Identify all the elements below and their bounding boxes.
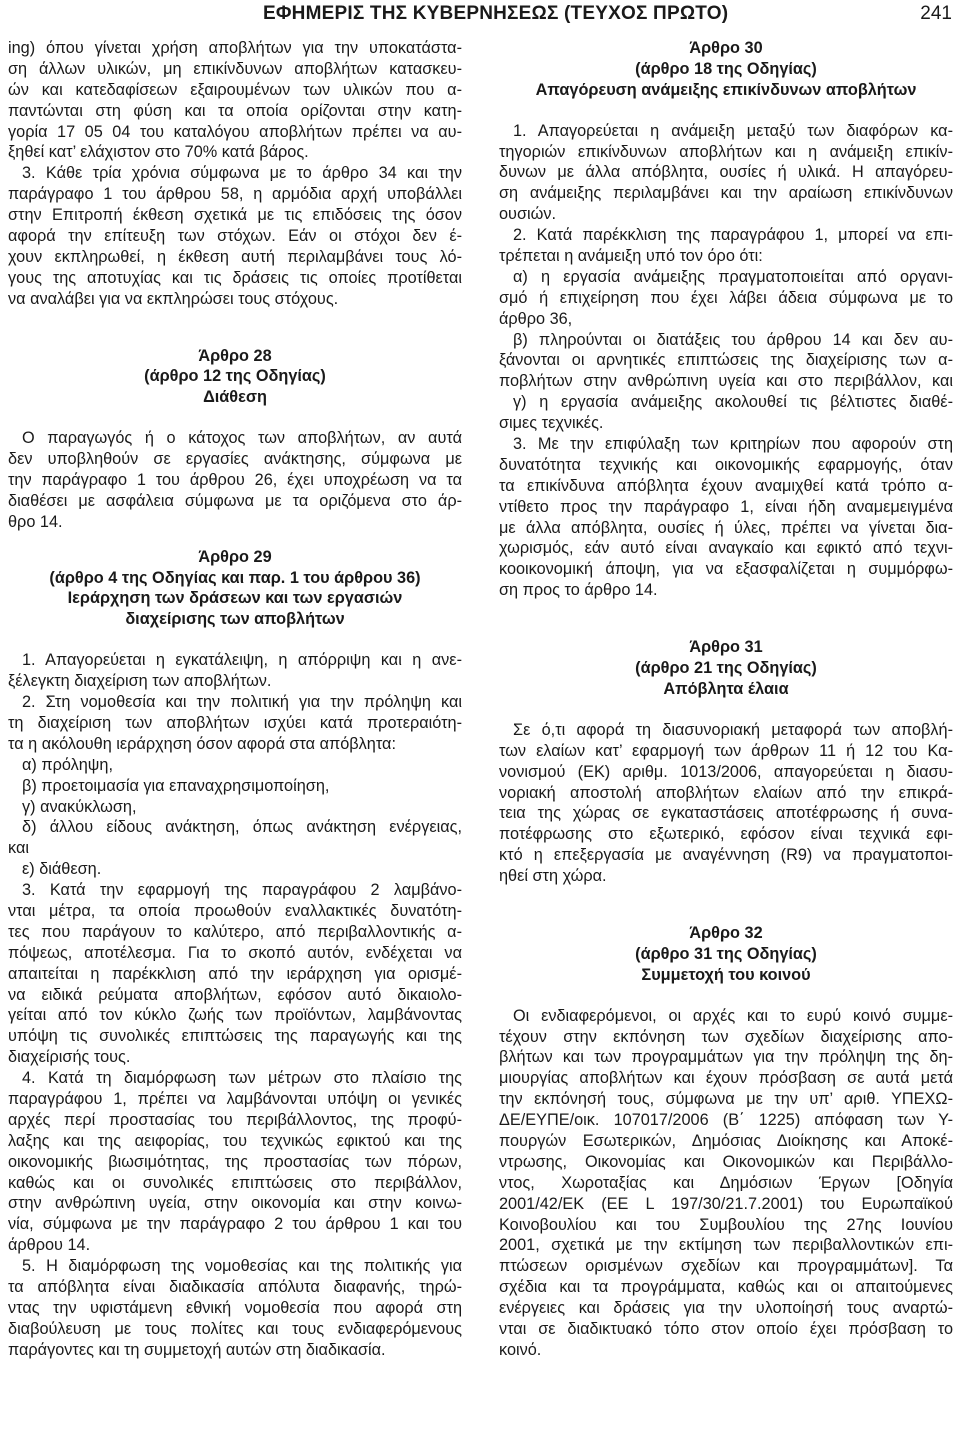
text-line: ση άλλων υλικών, μη επικίνδυνων αποβλήτων κατασκευ-: [8, 59, 462, 78]
text-line: νται μέτρα, τα οποία προωθούν εναλλακτικές δυνατότη-: [8, 901, 462, 920]
text-line: τέχουν στην εκπόνηση των σχεδίων διαχείρισης απο-: [499, 1027, 953, 1046]
text-line: απαιτείται η παρέκκλιση από την ιεράρχηση για ορισμέ-: [8, 964, 462, 983]
text-line: ηθεί στη χώρα.: [499, 867, 607, 886]
text-line: 3. Κάθε τρία χρόνια σύμφωνα με το άρθρο 34 και την: [22, 164, 462, 183]
text-line: τη διαχείριση των αποβλήτων ισχύει κατά προτεραιότη-: [8, 713, 462, 732]
text-line: ντος, Χωροταξίας και Δημόσιων Έργων [Οδηγία: [499, 1173, 953, 1192]
text-line: ουσιών.: [499, 205, 557, 224]
text-line: 3. Με την επιφύλαξη των κριτηρίων που αφορούν στη: [513, 435, 953, 454]
text-line: τα επικίνδυνα απόβλητα έχουν αναμιχθεί κατά τρόπο α-: [499, 476, 953, 495]
article-30: [499, 38, 953, 601]
right-column: [499, 38, 953, 1361]
text-line: ξέλεγκτη διαχείριση των αποβλήτων.: [8, 672, 272, 691]
intro-paragraph: [8, 38, 462, 163]
list-item: ξάνονται οι αρνητικές επιπτώσεις της διαχείρισης των α-: [499, 351, 953, 370]
text-line: παραγράφου 1, πρέπει να λαμβάνονται υπόψη οι γενικές: [8, 1089, 462, 1108]
text-line: 5. Η διαμόρφωση της νομοθεσίας και της πολιτικής για: [22, 1257, 462, 1276]
text-line: στην ανθρώπινη υγεία, στην οικονομία και στην κοινω-: [8, 1194, 462, 1213]
article-subject: Συμμετοχή του κοινού: [641, 965, 811, 984]
article-reference: (άρθρο 4 της Οδηγίας και παρ. 1 του άρθρου 36): [49, 568, 421, 587]
text-line: 2001, σχετικά με την εκτίμηση των περιβαλλοντικών επι-: [499, 1236, 953, 1255]
article-subject: Διάθεση: [203, 388, 267, 407]
text-line: μιουργίας αποβλήτων και έχουν πρόσβαση σε αυτά μετά: [499, 1069, 953, 1088]
text-line: τρέπεται η ανάμειξη υπό τον όρο ότι:: [499, 247, 763, 266]
article-title: Άρθρο 29: [198, 547, 272, 566]
text-line: ντρωσης, Οικονομίας και Οικονομικών και Περιβάλλο-: [499, 1152, 953, 1171]
text-line: αρχές περί προστασίας του περιβάλλοντος, της προφύ-: [8, 1110, 462, 1129]
paragraph-3: [8, 163, 462, 309]
list-item: και: [8, 839, 29, 858]
text-line: νοριακή αποστολή αποβλήτων ελαίων από την επικρά-: [499, 783, 953, 802]
list-item: δ) άλλου είδους ανάκτηση, όπως ανάκτηση ενέργειας,: [22, 818, 462, 837]
text-line: στην Επιτροπή έκθεση σχετικά με τις επιδόσεις της όσον: [8, 206, 462, 225]
text-line: υπόψη τις συνολικές επιπτώσεις της παραγωγής και της: [8, 1027, 462, 1046]
article-reference: (άρθρο 12 της Οδηγίας): [144, 367, 326, 386]
text-line: Σε ό,τι αφορά τη διασυνοριακή μεταφορά των αποβλή-: [513, 720, 953, 739]
text-line: οικονομικής βιωσιμότητας, της προστασίας των πόρων,: [8, 1152, 462, 1171]
text-line: κτό η επεξεργασία με αναγέννηση (R9) να πραγματοποι-: [499, 846, 953, 865]
text-line: ΔΕ/ΕΥΠΕ/οικ. 107017/2006 (Β΄ 1225) απόφαση των Υ-: [499, 1111, 953, 1130]
text-line: καθώς και οι συνολικές επιπτώσεις στο περιβάλλον,: [8, 1173, 462, 1192]
text-line: αφορά την επίτευξη των στόχων. Εάν οι στόχοι δεν έ-: [8, 227, 462, 246]
text-line: ing) όπου γίνεται χρήση αποβλήτων για την υποκατάστα-: [8, 39, 462, 57]
text-line: δεν υποβληθούν σε εργασίες ανάκτησης, σύμφωνα με: [8, 450, 462, 469]
text-line: Ο παραγωγός ή ο κάτοχος των αποβλήτων, αν αυτά: [22, 429, 462, 448]
article-subject: Απόβλητα έλαια: [663, 679, 789, 698]
list-item: σμό ή επιχείρηση που έχει λάβει άδεια σύμφωνα με το: [499, 288, 953, 307]
text-line: με άλλα απόβλητα, ουσίες ή ύλες, πρέπει να γίνεται δια-: [499, 518, 953, 537]
text-line: 1. Απαγορεύεται η εγκατάλειψη, η απόρριψη και η ανε-: [22, 651, 462, 670]
text-line: ντας την υφιστάμενη εθνική νομοθεσία που αφορά στη: [8, 1298, 462, 1317]
text-line: νία, σύμφωνα με την παράγραφο 2 του άρθρου 1 και του: [8, 1215, 462, 1234]
text-line: τα απόβλητα είναι διαδικασία απόλυτα διαφανής, τηρώ-: [8, 1277, 462, 1296]
list-item: ε) διάθεση.: [22, 860, 102, 879]
article-31: [499, 637, 953, 887]
article-subject: Απαγόρευση ανάμειξης επικίνδυνων αποβλήτων: [535, 80, 917, 99]
article-reference: (άρθρο 18 της Οδηγίας): [635, 59, 817, 78]
text-line: δυνων με άλλα απόβλητα, ουσίες ή υλικά. Η απαγόρευ-: [499, 163, 953, 182]
text-line: ποτέφρωσης στο εξωτερικό, εφόσον είναι τεχνικά εφι-: [499, 825, 953, 844]
text-line: διαθέσει με ασφάλεια σύμφωνα με τα οριζόμενα στο άρ-: [8, 491, 462, 510]
text-line: δυνατότητα τεχνικής και οικονομικής εφαρμογής, όταν: [499, 455, 953, 474]
text-line: διαβούλευση με τους πολίτες και τους ενδιαφερόμενους: [8, 1319, 462, 1338]
gazette-title: ΕΦΗΜΕΡΙΣ ΤΗΣ ΚΥΒΕΡΝΗΣΕΩΣ (ΤΕΥΧΟΣ ΠΡΩΤΟ): [263, 3, 729, 24]
text-line: παντώνται στη φύση και τα οποία ορίζονται στην κατη-: [8, 101, 462, 120]
text-line: 2001/42/ΕΚ (ΕΕ L 197/30/21.7.2001) του Ευρωπαϊκού: [499, 1194, 953, 1213]
article-subject: διαχείρισης των αποβλήτων: [125, 610, 345, 629]
text-line: χωρισμός, εάν αυτό είναι αναγκαίο και εφικτό από τεχνι-: [499, 539, 953, 558]
text-line: 1. Απαγορεύεται η ανάμειξη μεταξύ των διαφόρων κα-: [513, 121, 953, 140]
text-line: πτώσεων ορισμένων σχεδίων και προγραμμάτων]. Τα: [499, 1257, 953, 1276]
text-line: νται σε διαδικτυακό τόπο στον οποίο έχει πρόσβαση το: [499, 1319, 953, 1338]
article-reference: (άρθρο 21 της Οδηγίας): [635, 659, 817, 678]
text-line: λαξης και της αειφορίας, του τεχνικώς εφικτού και της: [8, 1131, 462, 1150]
text-line: ενέργειες και δράσεις για την υλοποίησή τους αναρτώ-: [499, 1299, 953, 1318]
text-line: να αναλάβει για να εκπληρώσει τους στόχους.: [8, 289, 339, 308]
text-line: γους της αποτυχίας και τις δράσεις τις οποίες προτίθεται: [8, 268, 462, 287]
page-header: [0, 0, 960, 30]
text-line: σχέδια και τα προγράμματα, καθώς και οι απαιτούμενες: [499, 1278, 953, 1297]
article-title: Άρθρο 31: [689, 638, 763, 657]
text-line: ξηθεί κατ’ ελάχιστον στο 70% κατά βάρος.: [8, 143, 309, 162]
list-item: σιμες τεχνικές.: [499, 414, 604, 433]
text-line: κοινό.: [499, 1340, 542, 1359]
text-line: τες που παράγουν το καλύτερο, από περιβαλλοντικής α-: [8, 922, 462, 941]
text-line: την παράγραφο 1 του άρθρου 26, έχει υποχρέωση να τα: [8, 471, 462, 490]
article-subject: Ιεράρχηση των δράσεων και των εργασιών: [67, 589, 403, 608]
article-32: [499, 923, 953, 1361]
text-line: γορία 17 05 04 του καταλόγου αποβλήτων πρέπει να αυ-: [8, 122, 462, 141]
text-line: παράγοντες και τη συμμετοχή αυτών στη διαδικασία.: [8, 1340, 386, 1359]
text-line: βλήτων και των προγραμμάτων για την πρόληψη της δη-: [499, 1048, 953, 1067]
left-column: [8, 38, 462, 1361]
text-line: άρθρου 14.: [8, 1236, 91, 1255]
text-line: Κοινοβουλίου και του Συμβουλίου της 27ης Ιουνίου: [499, 1215, 953, 1234]
text-line: 2. Κατά παρέκκλιση της παραγράφου 1, μπορεί να επι-: [513, 226, 953, 245]
text-line: πόψεως, αποτέλεσμα. Για το σκοπό αυτόν, ενδέχεται να: [8, 943, 462, 962]
article-28: [8, 346, 462, 533]
text-line: Οι ενδιαφερόμενοι, οι αρχές και το ευρύ κοινό συμμε-: [513, 1006, 953, 1025]
text-line: διαχείρισής τους.: [8, 1048, 131, 1067]
text-line: ση προς το άρθρο 14.: [499, 581, 658, 600]
text-line: ση ανάμειξης περιλαμβάνει και την αραίωση επικίνδυνων: [499, 184, 953, 203]
text-line: ντίθετο προς την παράγραφο 1, είναι ήδη αναμεμειγμένα: [499, 497, 953, 516]
article-title: Άρθρο 30: [689, 39, 763, 57]
text-line: τεια της χώρας σε εγκαταστάσεις αποτέφρωσης ή συνα-: [499, 804, 953, 823]
list-item: γ) ανακύκλωση,: [22, 797, 137, 816]
text-line: 4. Κατά τη διαμόρφωση των μέτρων στο πλαίσιο της: [22, 1069, 462, 1088]
text-line: τα η ακόλουθη ιεράρχηση όσον αφορά στα απόβλητα:: [8, 734, 396, 753]
list-item: α) πρόληψη,: [22, 755, 113, 774]
text-line: 2. Στη νομοθεσία και την πολιτική για την πρόληψη και: [22, 693, 462, 712]
text-line: κοοικονομική άποψη, για να εξασφαλίζεται η συμμόρφω-: [499, 560, 953, 579]
list-item: β) πληρούνται οι διατάξεις του άρθρου 14 και δεν αυ-: [513, 330, 953, 349]
text-line: των ελαίων κατ’ εφαρμογή των άρθρων 11 ή 12 του Κα-: [499, 741, 953, 760]
text-line: να ειδικά ρεύματα αποβλήτων, εφόσον αυτό δικαιολο-: [8, 985, 462, 1004]
article-title: Άρθρο 28: [198, 346, 272, 365]
list-item: ποβλήτων στην ανθρώπινη υγεία και στο περιβάλλον, και: [499, 372, 953, 391]
list-item: γ) η εργασία ανάμειξης ακολουθεί τις βέλτιστες διαθέ-: [513, 393, 953, 412]
list-item: άρθρο 36,: [499, 309, 573, 328]
text-line: θρο 14.: [8, 512, 63, 531]
text-line: την εκπόνησή τους, σύμφωνα με την υπ’ αριθ. ΥΠΕΧΩ-: [499, 1090, 953, 1109]
text-line: γείται από τον κύκλο ζωής των προϊόντων, λαμβάνοντας: [8, 1006, 462, 1025]
text-line: πουργών Εσωτερικών, Δημόσιας Διοίκησης και Αποκέ-: [499, 1131, 953, 1150]
text-line: νονισμού (ΕΚ) αριθμ. 1013/2006, απαγορεύεται η διασυ-: [499, 762, 953, 781]
text-line: 3. Κατά την εφαρμογή της παραγράφου 2 λαμβάνο-: [22, 881, 462, 900]
page-number: 241: [920, 3, 952, 24]
text-line: ών και κατεδαφίσεων εξαιρουμένων των υλικών που α-: [8, 80, 462, 99]
article-29: [8, 547, 462, 1361]
list-item: β) προετοιμασία για επαναχρησιμοποίηση,: [22, 776, 330, 795]
article-title: Άρθρο 32: [689, 923, 763, 942]
text-line: χουν εκπληρωθεί, η έκθεση αυτή περιλαμβάνει τους λό-: [8, 247, 462, 266]
article-reference: (άρθρο 31 της Οδηγίας): [635, 944, 817, 963]
text-line: παράγραφο 1 του άρθρου 58, η αρμόδια αρχή υποβάλλει: [8, 185, 462, 204]
text-line: τηγοριών επικίνδυνων αποβλήτων και η ανάμειξη επικίν-: [499, 142, 953, 161]
list-item: α) η εργασία ανάμειξης πραγματοποιείται από οργανι-: [513, 267, 953, 286]
